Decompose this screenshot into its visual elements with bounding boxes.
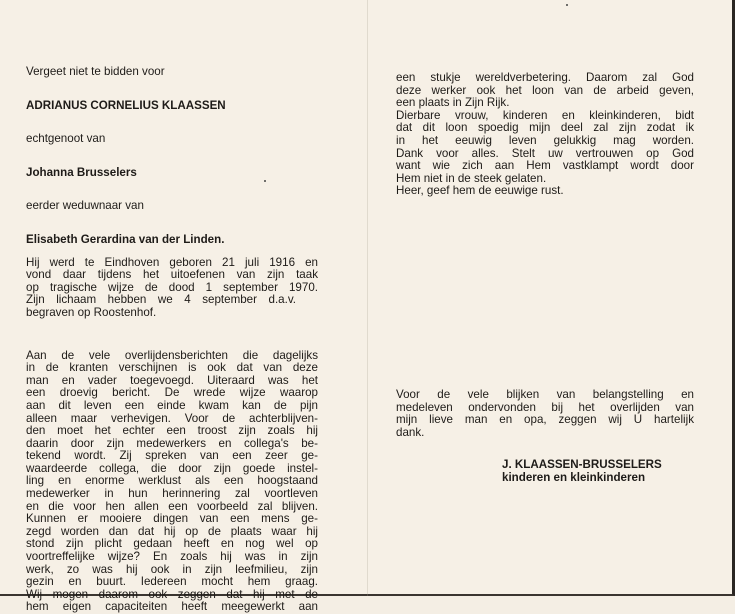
bio-line: op tragische wijze de dood 1 september 1970. [26, 280, 318, 294]
continuation-line: want wie zich aan Hem vastklampt wordt door [396, 159, 694, 173]
thanks-line: medeleven ondervonden bij het overlijden van [396, 400, 694, 414]
left-page [26, 66, 318, 614]
tribute-line: zegd worden dan dat hij op de plaats waar hij [26, 524, 318, 538]
thanks-paragraph [396, 389, 694, 439]
tribute-line: man en vader toegevoegd. Uiteraard was het [26, 373, 318, 387]
tribute-line: daarin door zijn medewerkers en collega's be- [26, 436, 318, 450]
tribute-line: medewerker in hun herinnering zal voortleven [26, 487, 318, 501]
tribute-paragraph [26, 350, 318, 614]
tribute-line: waardeerde collega, die door zijn goede instel- [26, 461, 318, 475]
former-spouse-name: Elisabeth Gerardina van der Linden. [26, 232, 225, 246]
tribute-line: een droevig bericht. De wrede wijze waarop [26, 386, 318, 400]
continuation-line: een plaats in Zijn Rijk. [396, 96, 510, 110]
thanks-line: Voor de vele blijken van belangstelling en [396, 388, 694, 401]
deceased-name: ADRIANUS CORNELIUS KLAASSEN [26, 98, 226, 112]
tribute-line: en die voor hen allen een voorbeeld zal blijven. [26, 499, 318, 513]
tribute-line: ling en enorme werklust als een hoogstaand [26, 474, 318, 488]
tribute-line: den moet het echter een troost zijn zoals hij [26, 424, 318, 438]
bio-line: Hij werd te Eindhoven geboren 21 juli 1916 en [26, 255, 318, 269]
tribute-line: werk, zo was hij ook in zijn leefmilieu, zijn [26, 562, 318, 576]
intro-text: Vergeet niet te bidden voor [26, 65, 165, 78]
tribute-line: Kunnen er mooiere dingen van een mens ge- [26, 512, 318, 526]
continuation-line: een stukje wereldverbetering. Daarom zal God [396, 71, 694, 84]
card-fold-line [367, 0, 368, 596]
tribute-line: Wij mogen daarom ook zeggen dat hij met de [26, 587, 318, 601]
signature-block [502, 459, 662, 484]
continuation-line: dat dit loon spoedig mijn deel zal zijn zodat ik [396, 121, 694, 135]
tribute-line: in de kranten verschijnen is ook dat van deze [26, 361, 318, 375]
tribute-line: alleen maar verhevigen. Voor de achterblijven- [26, 411, 318, 425]
tribute-line: Aan de vele overlijdensberichten die dagelijks [26, 348, 318, 362]
continuation-line: deze werker ook het loon van de arbeid geven, [396, 83, 694, 97]
bio-line: begraven op Roostenhof. [26, 305, 157, 319]
bio-line: vond daar tijdens het uitoefenen van zijn taak [26, 268, 318, 282]
thanks-line: mijn lieve man en opa, zeggen wij U hartelijk [396, 413, 694, 427]
continuation-line: Dierbare vrouw, kinderen en kleinkinderen, bidt [396, 108, 694, 122]
signature-name: J. KLAASSEN-BRUSSELERS [502, 458, 662, 471]
tribute-line: aan dit leven een einde kwam kan de pijn [26, 398, 318, 412]
spouse-label: echtgenoot van [26, 132, 106, 146]
tribute-line: gezin en buurt. Iedereen mocht hem graag. [26, 575, 318, 589]
continuation-line: Dank voor alles. Stelt uw vertrouwen op God [396, 146, 694, 160]
right-page-continuation [396, 72, 694, 198]
continuation-line: Hem niet in de steek gelaten. [396, 171, 547, 185]
bio-line: Zijn lichaam hebben we 4 september d.a.v. [26, 293, 296, 307]
tribute-line: voortreffelijke wijze? En zoals hij was in zijn [26, 550, 318, 564]
continuation-line: Heer, geef hem de eeuwige rust. [396, 184, 564, 198]
continuation-line: in het eeuwig leven gelukkig mag worden. [396, 133, 694, 147]
tribute-line: tekend wordt. Zij spreken van een zeer ge- [26, 449, 318, 463]
paper-speck [264, 180, 266, 182]
paper-speck [566, 4, 568, 6]
tribute-line: hem eigen capaciteiten heeft meegewerkt aan [26, 600, 318, 614]
former-spouse-label: eerder weduwnaar van [26, 199, 144, 213]
thanks-line: dank. [396, 425, 425, 439]
biography-paragraph [26, 257, 318, 320]
tribute-line: stond zijn plicht gedaan heeft en nog wel op [26, 537, 318, 551]
spouse-name: Johanna Brusselers [26, 165, 137, 179]
signature-subtitle: kinderen en kleinkinderen [502, 470, 646, 484]
